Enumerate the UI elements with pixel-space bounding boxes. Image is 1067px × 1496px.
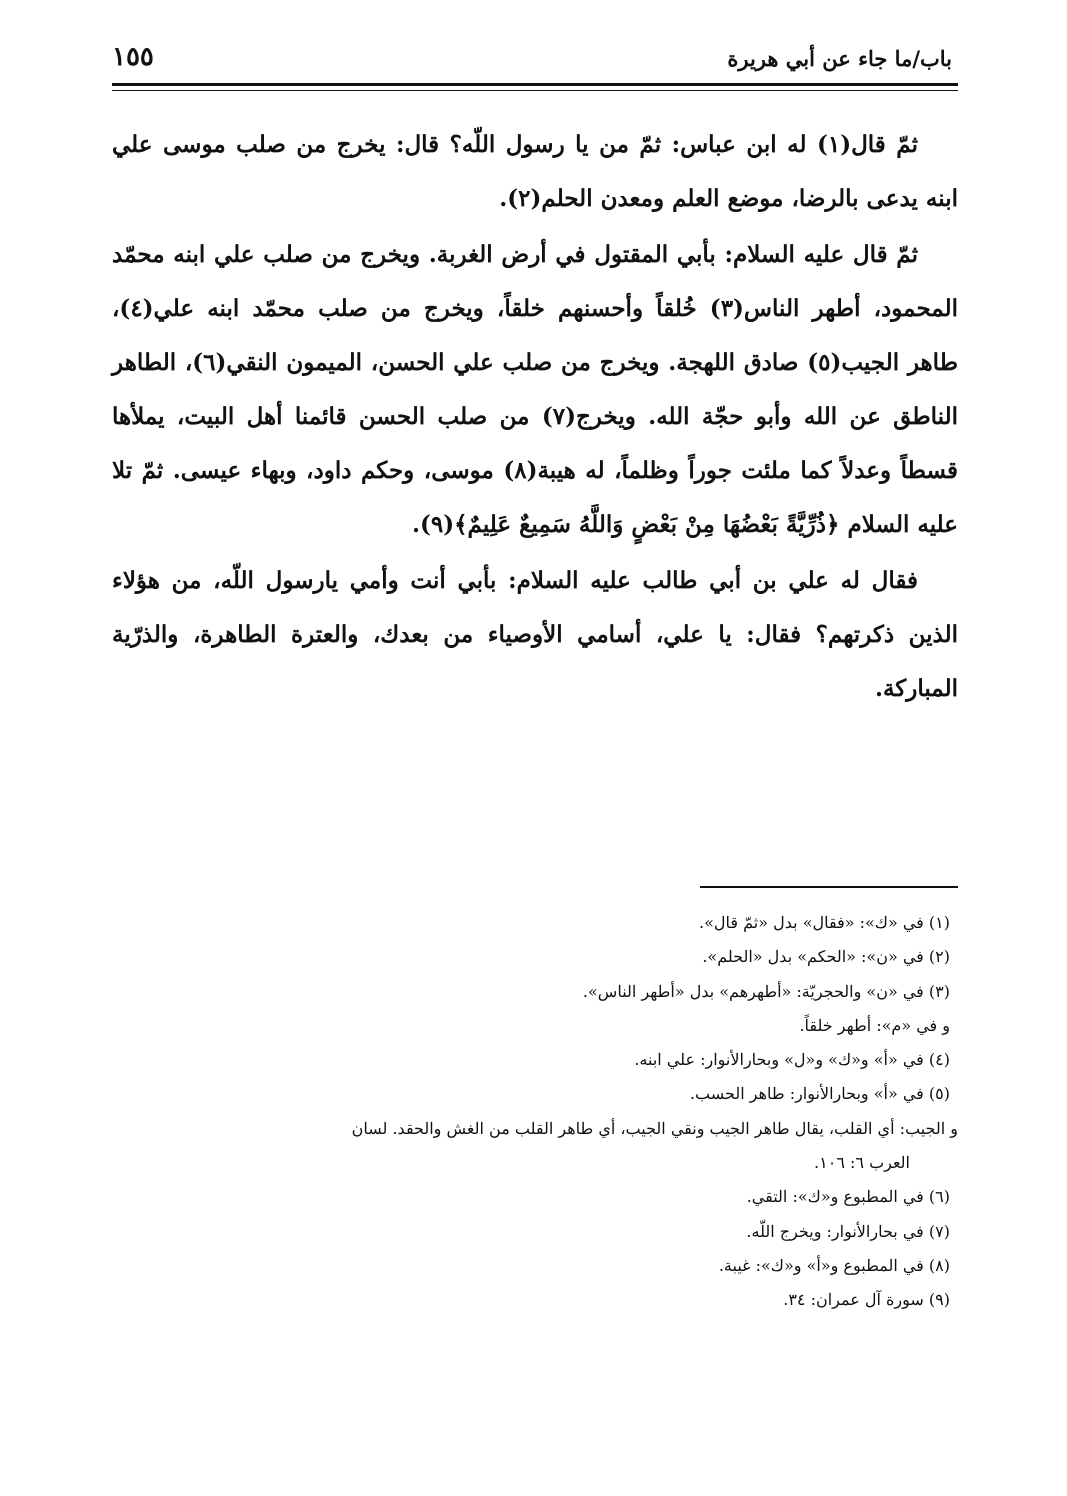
footnote-continuation: العرب ٦: ١٠٦. xyxy=(814,1153,910,1173)
main-text xyxy=(112,118,958,716)
footnote: (٢) في «ن»: «الحكم» بدل «الحلم». xyxy=(702,947,950,967)
header-rule-thin xyxy=(112,90,958,91)
footnotes xyxy=(112,906,958,1318)
footnote: (٥) في «أ» وبحارالأنوار: طاهر الحسب. xyxy=(689,1084,950,1104)
footnote: (١) في «ك»: «فقال» بدل «ثمّ قال». xyxy=(699,913,950,932)
page-header xyxy=(112,40,952,80)
footnote: (٦) في المطبوع و«ك»: التقي. xyxy=(746,1187,950,1207)
footnote: (٣) في «ن» والحجريّة: «أطهرهم» بدل «أطهر الناس». xyxy=(582,981,950,1001)
paragraph: ثمّ قال عليه السلام: بأبي المقتول في أرض الغربة. ويخرج من صلب علي ابنه محمّد المحمود، أطهر الناس(٣) خُلقاً وأحسنهم خلقاً، ويخرج من صلب محمّد ابنه علي(٤)، طاهر الجيب(٥) صادق اللهجة. ويخرج من صلب علي الحسن، الميمون النقي(٦)، الطاهر الناطق عن الله وأبو حجّة الله. ويخرج(٧) من صلب الحسن قائمنا أهل البيت، يملأها قسطاً وعدلاً كما ملئت جوراً وظلماً، له هيبة(٨) موسى، وحكم داود، وبهاء عيسى. ثمّ تلا عليه السلام ﴿ذُرِّيَّةً بَعْضُهَا مِنْ بَعْضٍ وَاللَّهُ سَمِيعٌ عَلِيمٌ﴾(٩). xyxy=(112,241,959,538)
footnote: (٤) في «أ» و«ك» و«ل» وبحارالأنوار: علي ابنه. xyxy=(634,1050,950,1070)
running-title: باب/ما جاء عن أبي هريرة xyxy=(727,46,952,71)
footnote: و الجيب: أي القلب، يقال طاهر الجيب ونقي الجيب، أي طاهر القلب من الغش والحقد. لسان xyxy=(351,1118,958,1138)
footnote-separator xyxy=(700,886,958,888)
paragraph: فقال له علي بن أبي طالب عليه السلام: بأبي أنت وأمي يارسول اللّه، من هؤلاء الذين ذكرتهم؟ فقال: يا علي، أسامي الأوصياء من بعدك، والعترة الطاهرة، والذرّية المباركة. xyxy=(112,567,958,702)
footnote: (٩) سورة آل عمران: ٣٤. xyxy=(783,1290,950,1310)
footnote: (٧) في بحارالأنوار: ويخرج اللّه. xyxy=(746,1221,950,1241)
footnote: و في «م»: أطهر خلقاً. xyxy=(799,1015,950,1035)
page-number: ١٥٥ xyxy=(112,42,154,72)
footnote: (٨) في المطبوع و«أ» و«ك»: غيبة. xyxy=(718,1255,950,1275)
paragraph: ثمّ قال(١) له ابن عباس: ثمّ من يا رسول اللّه؟ قال: يخرج من صلب موسى علي ابنه يدعى بالرضا، موضع العلم ومعدن الحلم(٢). xyxy=(112,131,958,212)
header-rule-thick xyxy=(112,83,958,86)
